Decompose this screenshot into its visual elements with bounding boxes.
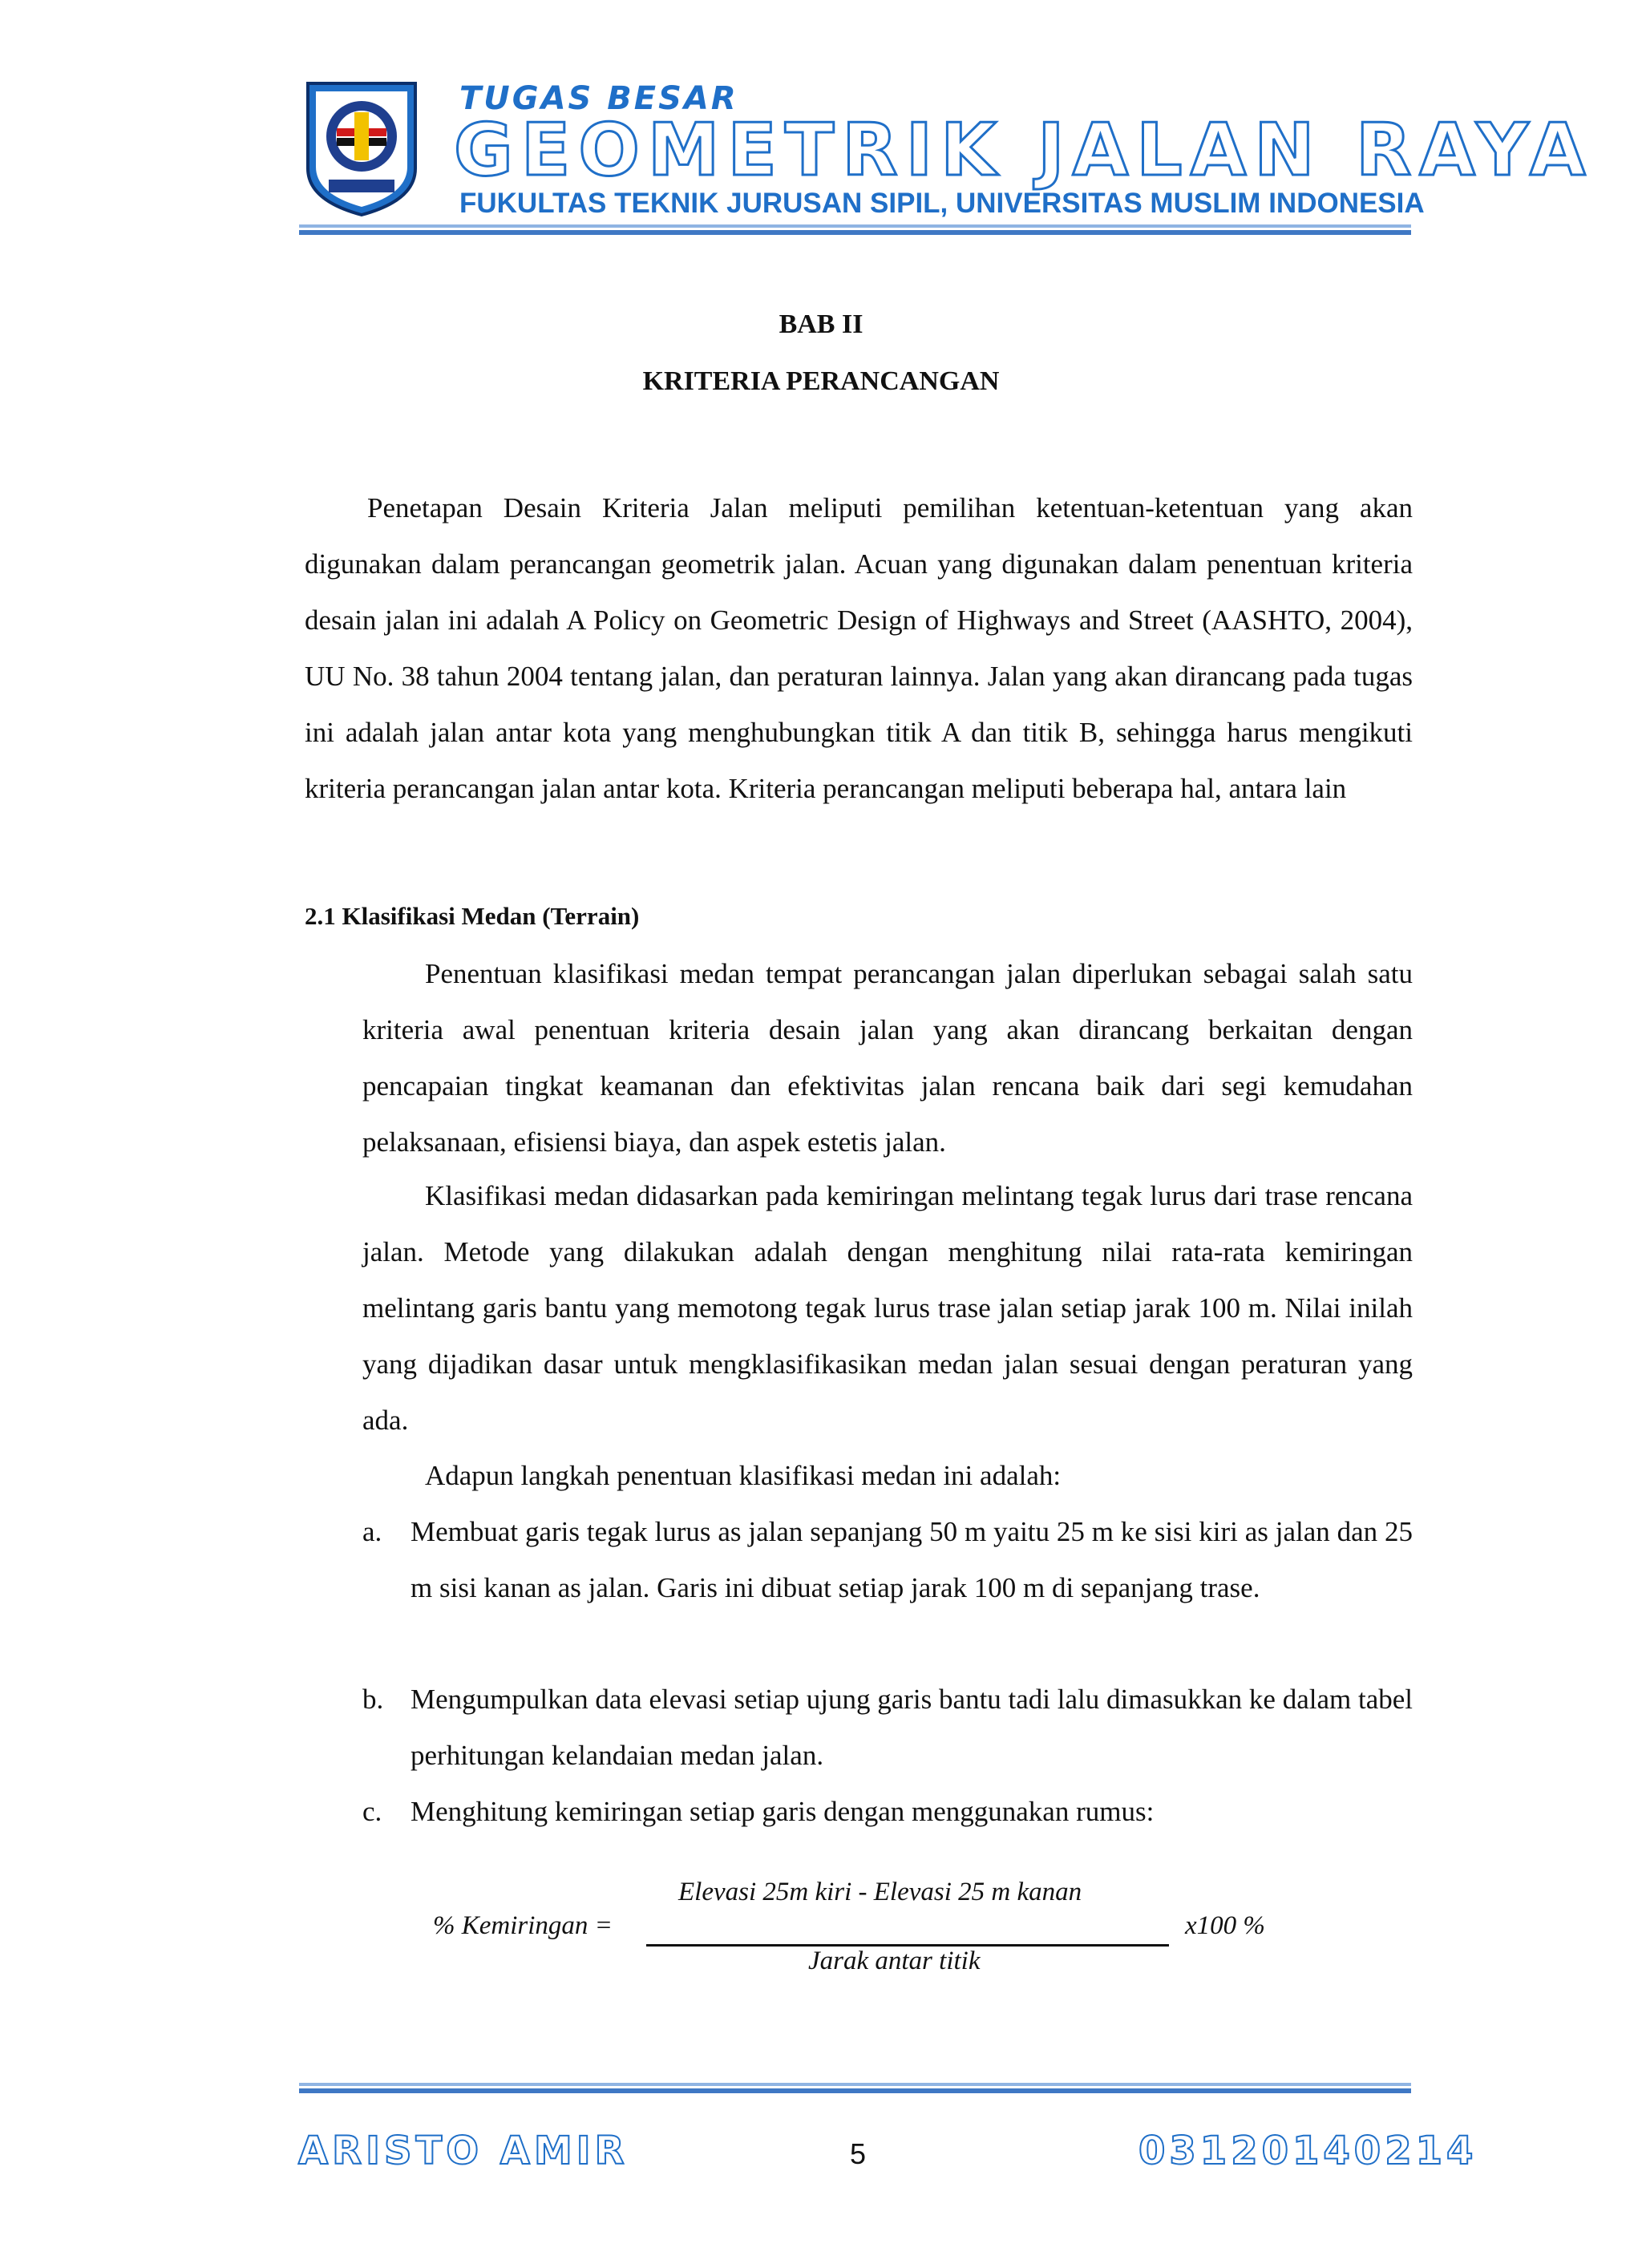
formula-numerator: Elevasi 25m kiri - Elevasi 25 m kanan xyxy=(678,1878,1082,1906)
footer-student-id: 03120140214 xyxy=(1138,2129,1478,2173)
formula-denominator: Jarak antar titik xyxy=(808,1947,981,1975)
formula-lhs: % Kemiringan = xyxy=(433,1911,613,1940)
intro-paragraph: Penetapan Desain Kriteria Jalan meliputi pemilihan ketentuan-ketentuan yang akan digunakan dalam perancangan geometrik jalan. Acuan yang digunakan dalam penentuan kriteria desain jalan ini adalah A Policy on Geometric Design of Highways and Street (AASHTO, 2004), UU No. 38 tahun 2004 tentang jalan, dan peraturan lainnya. Jalan yang akan dirancang pada tugas ini adalah jalan antar kota yang menghubungkan titik A dan titik B, sehingga harus mengikuti kriteria perancangan jalan antar kota. Kriteria perancangan meliputi beberapa hal, antara lain xyxy=(305,492,1413,804)
chapter-number: BAB II xyxy=(779,309,863,339)
university-seal-icon xyxy=(305,80,419,218)
section-paragraph: Adapun langkah penentuan klasifikasi medan ini adalah: xyxy=(425,1460,1062,1491)
footer-divider xyxy=(299,2083,1411,2094)
list-marker: b. xyxy=(362,1684,384,1715)
section-paragraph: Klasifikasi medan didasarkan pada kemiringan melintang tegak lurus dari trase rencana jalan. Metode yang dilakukan adalah dengan menghitung nilai rata-rata kemiringan melintang garis bantu yang memotong tegak lurus trase jalan setiap jarak 100 m. Nilai inilah yang dijadikan dasar untuk mengklasifikasikan medan jalan sesuai dengan peraturan yang ada. xyxy=(362,1180,1413,1436)
list-marker: a. xyxy=(362,1516,382,1547)
list-item-text: Membuat garis tegak lurus as jalan sepanjang 50 m yaitu 25 m ke sisi kiri as jalan dan 25 m sisi kanan as jalan. Garis ini dibuat setiap jarak 100 m di sepanjang trase. xyxy=(410,1516,1413,1603)
formula-multiplier: x100 % xyxy=(1185,1911,1265,1940)
page-number: 5 xyxy=(850,2137,867,2170)
list-marker: c. xyxy=(362,1796,382,1827)
header-divider xyxy=(299,224,1411,236)
header-small-title: TUGAS BESAR xyxy=(459,80,738,117)
chapter-title: KRITERIA PERANCANGAN xyxy=(642,366,1000,396)
list-item-text: Mengumpulkan data elevasi setiap ujung garis bantu tadi lalu dimasukkan ke dalam tabel perhitungan kelandaian medan jalan. xyxy=(410,1684,1413,1771)
section-paragraph: Penentuan klasifikasi medan tempat perancangan jalan diperlukan sebagai salah satu kriteria awal penentuan kriteria desain jalan yang akan dirancang berkaitan dengan pencapaian tingkat keamanan dan efektivitas jalan rencana baik dari segi kemudahan pelaksanaan, efisiensi biaya, dan aspek estetis jalan. xyxy=(362,958,1413,1158)
footer-author: ARISTO AMIR xyxy=(298,2129,629,2173)
header-subtitle: FUKULTAS TEKNIK JURUSAN SIPIL, UNIVERSITAS MUSLIM INDONESIA xyxy=(459,188,1425,219)
list-item-text: Menghitung kemiringan setiap garis dengan menggunakan rumus: xyxy=(410,1796,1155,1827)
header-main-title: GEOMETRIK JALAN RAYA xyxy=(454,108,1594,192)
section-heading: 2.1 Klasifikasi Medan (Terrain) xyxy=(305,902,640,930)
